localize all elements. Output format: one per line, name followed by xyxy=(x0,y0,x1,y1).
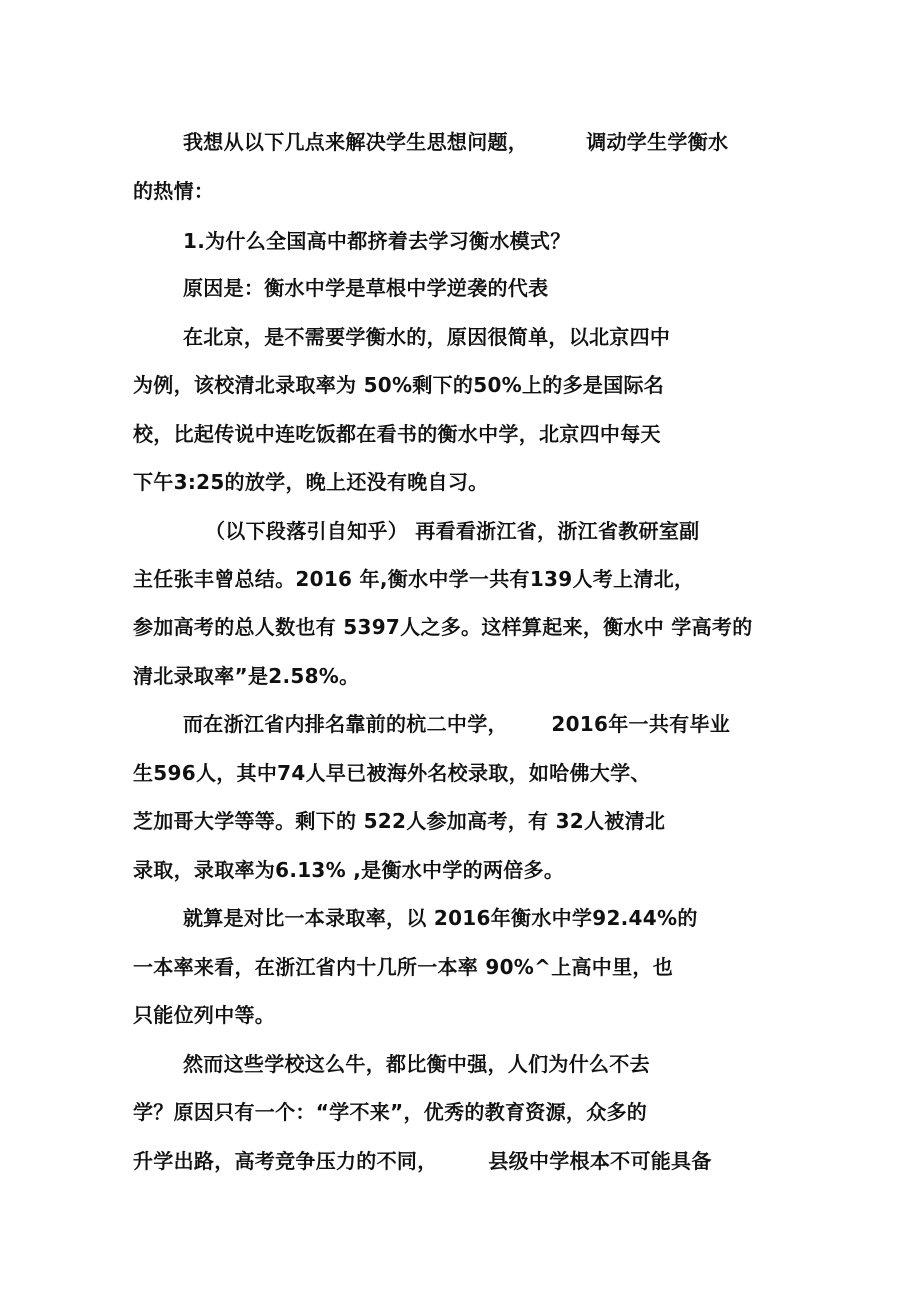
text-line: 只能位列中等。 xyxy=(133,1003,276,1027)
text-line: 我想从以下几点来解决学生思想问题， 调动学生学衡水 xyxy=(183,130,729,154)
text-line: 校，比起传说中连吃饭都在看书的衡水中学，北京四中每天 xyxy=(133,422,661,446)
text-line: 参加高考的总人数也有 5397人之多。这样算起来，衡水中 学高考的 xyxy=(133,615,753,639)
text-line: 芝加哥大学等等。剩下的 522人参加高考，有 32人被清北 xyxy=(133,809,666,833)
text-line: （以下段落引自知乎） 再看看浙江省，浙江省教研室副 xyxy=(205,519,700,543)
text-line: 就算是对比一本录取率，以 2016年衡水中学92.44%的 xyxy=(183,906,698,930)
text-line: 在北京，是不需要学衡水的，原因很简单，以北京四中 xyxy=(183,325,671,349)
text-line: 一本率来看，在浙江省内十几所一本率 90%^上高中里，也 xyxy=(133,955,673,979)
text-line: 录取，录取率为6.13% ,是衡水中学的两倍多。 xyxy=(133,858,565,882)
text-line: 下午3:25的放学，晚上还没有晚自习。 xyxy=(133,470,489,494)
text-line: 主任张丰曾总结。2016 年,衡水中学一共有139人考上清北， xyxy=(133,567,695,591)
text-line: 为例，该校清北录取率为 50%剩下的50%上的多是国际名 xyxy=(133,373,665,397)
text-line: 而在浙江省内排名靠前的杭二中学， 2016年一共有毕业 xyxy=(183,712,731,736)
text-line: 升学出路，高考竞争压力的不同， 县级中学根本不可能具备 xyxy=(133,1149,712,1173)
text-line: 然而这些学校这么牛，都比衡中强，人们为什么不去 xyxy=(183,1052,650,1076)
text-line: 的热情： xyxy=(133,179,215,203)
text-line: 清北录取率”是2.58%。 xyxy=(133,664,360,688)
text-line: 学？原因只有一个：“学不来”，优秀的教育资源，众多的 xyxy=(133,1100,648,1124)
text-line: 1.为什么全国高中都挤着去学习衡水模式？ xyxy=(183,229,571,253)
text-line: 原因是：衡水中学是草根中学逆袭的代表 xyxy=(183,276,549,300)
text-line: 生596人，其中74人早已被海外名校录取，如哈佛大学、 xyxy=(133,761,651,785)
